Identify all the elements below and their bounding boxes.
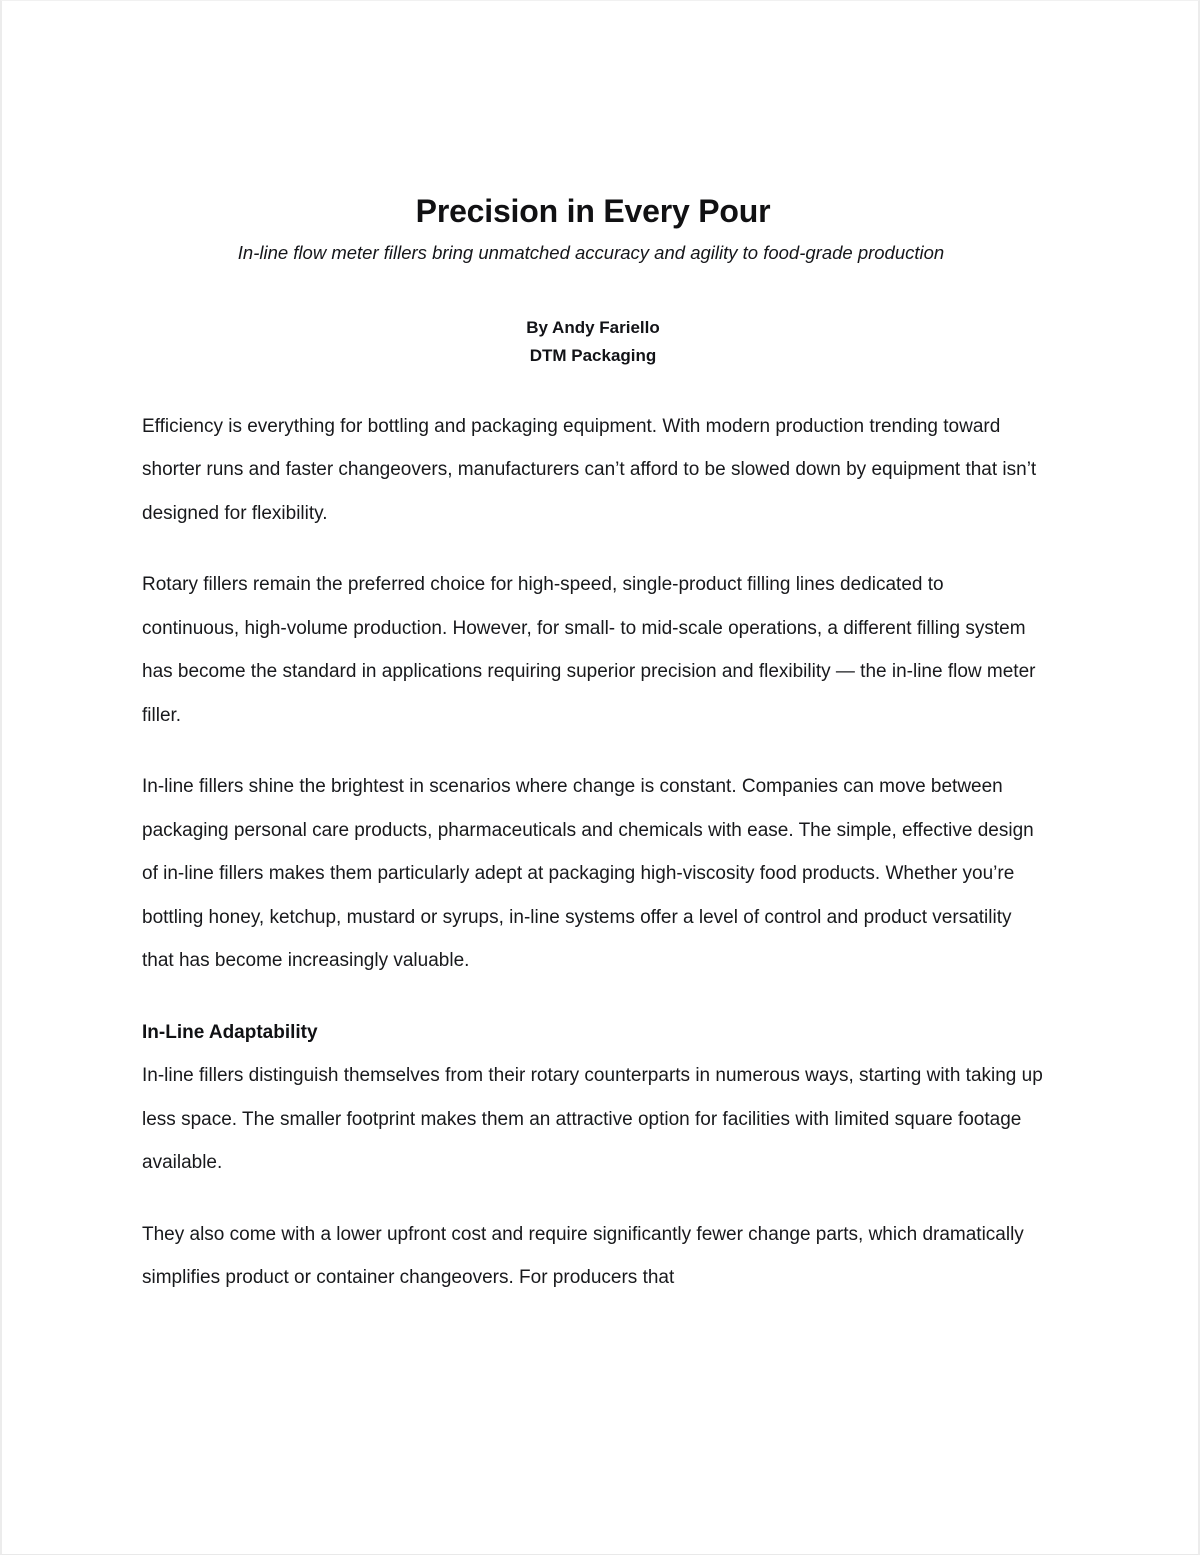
body-paragraph: In-line fillers distinguish themselves from their rotary counterparts in numerous ways, starting with taking up less space. The smaller footprint makes them an attractive option for facilities with limited square footage available. xyxy=(142,1065,1043,1174)
body-paragraph: They also come with a lower upfront cost and require significantly fewer change parts, which dramatically simplifies product or container changeovers. For producers that xyxy=(142,1223,1024,1289)
page-subtitle: In-line flow meter fillers bring unmatched accuracy and agility to food-grade production xyxy=(237,241,945,263)
page-title: Precision in Every Pour xyxy=(415,193,771,229)
byline xyxy=(142,265,1044,370)
byline-author: By Andy Fariello xyxy=(526,317,660,337)
section-heading-in-line-adaptability: In-Line Adaptability xyxy=(142,1021,318,1043)
body-paragraph: In-line fillers shine the brightest in scenarios where change is constant. Companies can move between packaging personal care products, pharmaceuticals and chemicals with ease. The simple, effective design of in-line fillers makes them particularly adept at packaging high-viscosity food products. Whether you’re bottling honey, ketchup, mustard or syrups, in-line systems offer a level of control and product versatility that has become increasingly valuable. xyxy=(142,776,1034,972)
body-paragraph: Efficiency is everything for bottling and packaging equipment. With modern production trending toward shorter runs and faster changeovers, manufacturers can’t afford to be slowed down by equipment that isn’t designed for flexibility. xyxy=(142,415,1037,524)
page-content-column xyxy=(142,1,1044,1300)
body-paragraph: Rotary fillers remain the preferred choice for high-speed, single-product filling lines dedicated to continuous, high-volume production. However, for small- to mid-scale operations, a different filling system has become the standard in applications requiring superior precision and flexibility — the in-line flow meter filler. xyxy=(142,574,1036,726)
byline-organization: DTM Packaging xyxy=(529,345,657,365)
article-body xyxy=(142,370,1044,1300)
